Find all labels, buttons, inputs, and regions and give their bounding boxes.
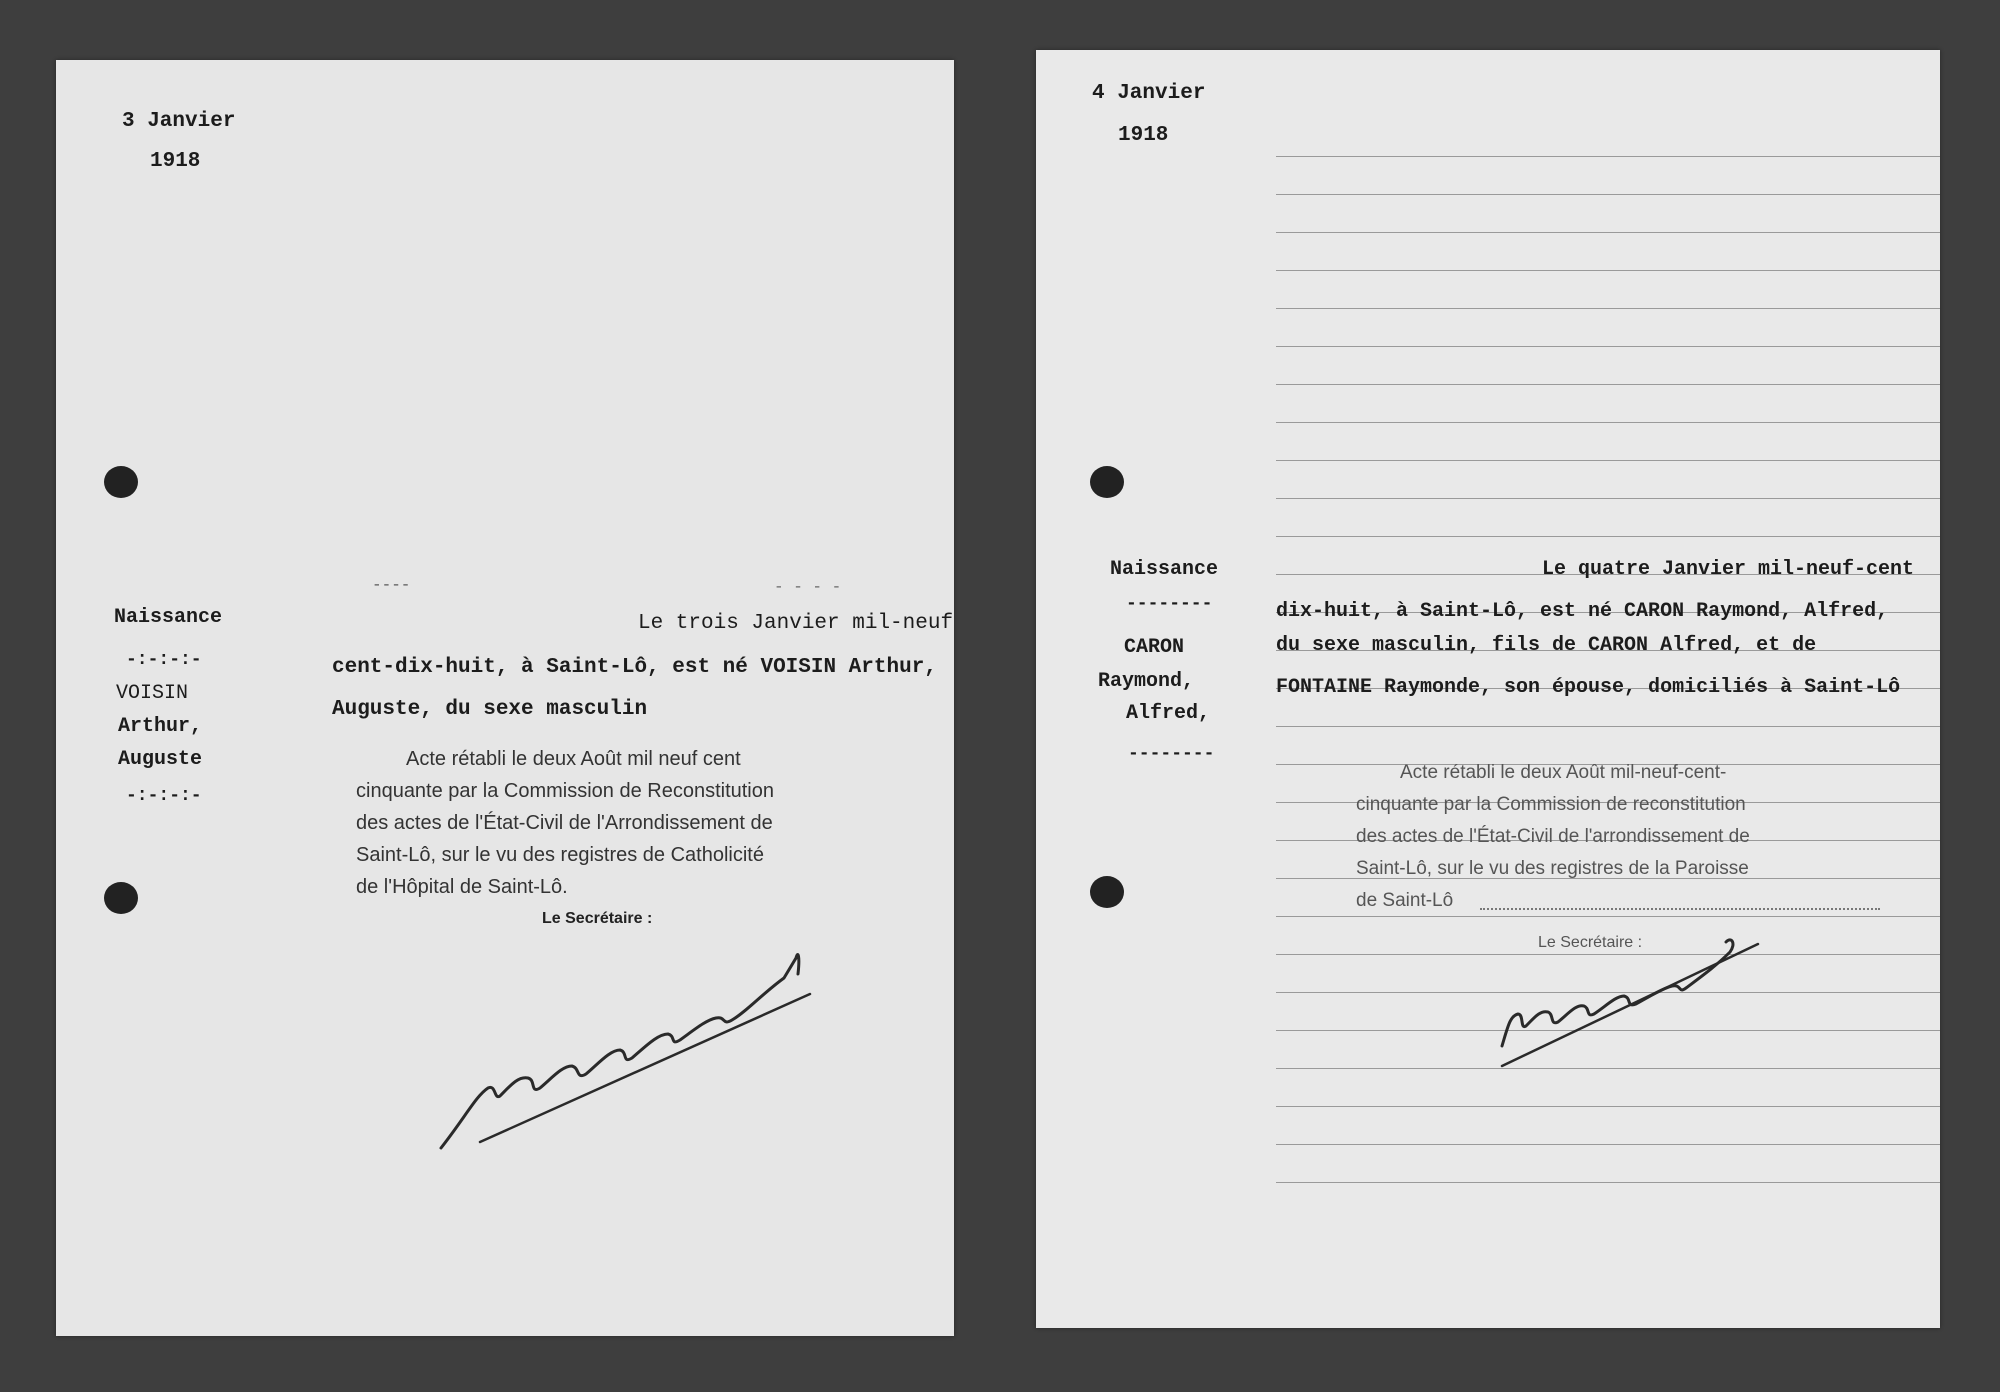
margin-separator: -:-:-:- bbox=[126, 650, 202, 670]
handwritten-signature bbox=[1496, 926, 1766, 1086]
ruled-line bbox=[1276, 498, 1940, 499]
margin-heading-naissance: Naissance bbox=[1110, 558, 1219, 581]
ruled-line bbox=[1276, 422, 1940, 423]
margin-heading-naissance: Naissance bbox=[114, 606, 223, 629]
body-line: du sexe masculin, fils de CARON Alfred, et de bbox=[1276, 634, 1817, 657]
body-line: Le quatre Janvier mil-neuf-cent bbox=[1542, 558, 1915, 581]
margin-surname: VOISIN bbox=[116, 682, 189, 705]
acte-line: de Saint-Lô bbox=[1356, 890, 1454, 911]
acte-line: Acte rétabli le deux Août mil neuf cent bbox=[406, 748, 741, 770]
record-sheet-voisin bbox=[56, 60, 954, 1336]
acte-line: des actes de l'État-Civil de l'arrondissement de bbox=[1356, 826, 1750, 847]
record-date-day: 4 Janvier bbox=[1092, 82, 1206, 105]
ruled-line bbox=[1276, 1144, 1940, 1145]
handwritten-signature bbox=[436, 916, 816, 1156]
margin-separator: -:-:-:- bbox=[126, 786, 202, 806]
ruled-line bbox=[1276, 194, 1940, 195]
acte-line: cinquante par la Commission de reconstitution bbox=[1356, 794, 1746, 815]
acte-line: Saint-Lô, sur le vu des registres de la Paroisse bbox=[1356, 858, 1749, 879]
ruled-line bbox=[1276, 270, 1940, 271]
margin-separator: -------- bbox=[1126, 594, 1213, 614]
body-line: cent-dix-huit, à Saint-Lô, est né VOISIN Arthur, bbox=[332, 656, 937, 679]
body-line: FONTAINE Raymonde, son épouse, domiciliés à Saint-Lô bbox=[1276, 676, 1901, 699]
punch-hole bbox=[104, 466, 138, 498]
punch-hole bbox=[1090, 876, 1124, 908]
punch-hole bbox=[104, 882, 138, 914]
ruled-line bbox=[1276, 346, 1940, 347]
margin-first-name: Raymond, bbox=[1098, 670, 1195, 693]
record-date-day: 3 Janvier bbox=[122, 110, 236, 133]
acte-line: cinquante par la Commission de Reconstitution bbox=[356, 780, 774, 802]
ruled-line bbox=[1276, 536, 1940, 537]
ruled-line bbox=[1276, 232, 1940, 233]
record-sheet-caron bbox=[1036, 50, 1940, 1328]
ruled-line bbox=[1276, 384, 1940, 385]
acte-line: Acte rétabli le deux Août mil-neuf-cent- bbox=[1400, 762, 1727, 783]
body-line: Auguste, du sexe masculin bbox=[332, 698, 648, 721]
secretary-label: Le Secrétaire : bbox=[542, 910, 653, 927]
dotted-fill-line bbox=[1480, 908, 1880, 910]
acte-line: Saint-Lô, sur le vu des registres de Catholicité bbox=[356, 844, 764, 866]
body-line: dix-huit, à Saint-Lô, est né CARON Raymond, Alfred, bbox=[1276, 600, 1889, 623]
ruled-line bbox=[1276, 916, 1940, 917]
margin-separator: -------- bbox=[1128, 744, 1215, 764]
margin-second-name: Alfred, bbox=[1126, 702, 1211, 725]
margin-first-name: Arthur, bbox=[118, 715, 203, 738]
body-line: Le trois Janvier mil-neuf bbox=[638, 612, 954, 635]
ruled-line bbox=[1276, 1106, 1940, 1107]
ruled-line bbox=[1276, 308, 1940, 309]
faint-mark: ---- bbox=[372, 576, 411, 594]
secretary-label: Le Secrétaire : bbox=[1538, 934, 1643, 951]
record-date-year: 1918 bbox=[1118, 124, 1169, 147]
ruled-line bbox=[1276, 726, 1940, 727]
margin-surname: CARON bbox=[1124, 636, 1185, 659]
ruled-line bbox=[1276, 1182, 1940, 1183]
ruled-line bbox=[1276, 156, 1940, 157]
faint-mark: - - - - bbox=[774, 578, 842, 596]
ruled-line bbox=[1276, 460, 1940, 461]
record-date-year: 1918 bbox=[150, 150, 201, 173]
punch-hole bbox=[1090, 466, 1124, 498]
acte-line: de l'Hôpital de Saint-Lô. bbox=[356, 876, 568, 898]
margin-second-name: Auguste bbox=[118, 748, 203, 771]
acte-line: des actes de l'État-Civil de l'Arrondissement de bbox=[356, 812, 773, 834]
